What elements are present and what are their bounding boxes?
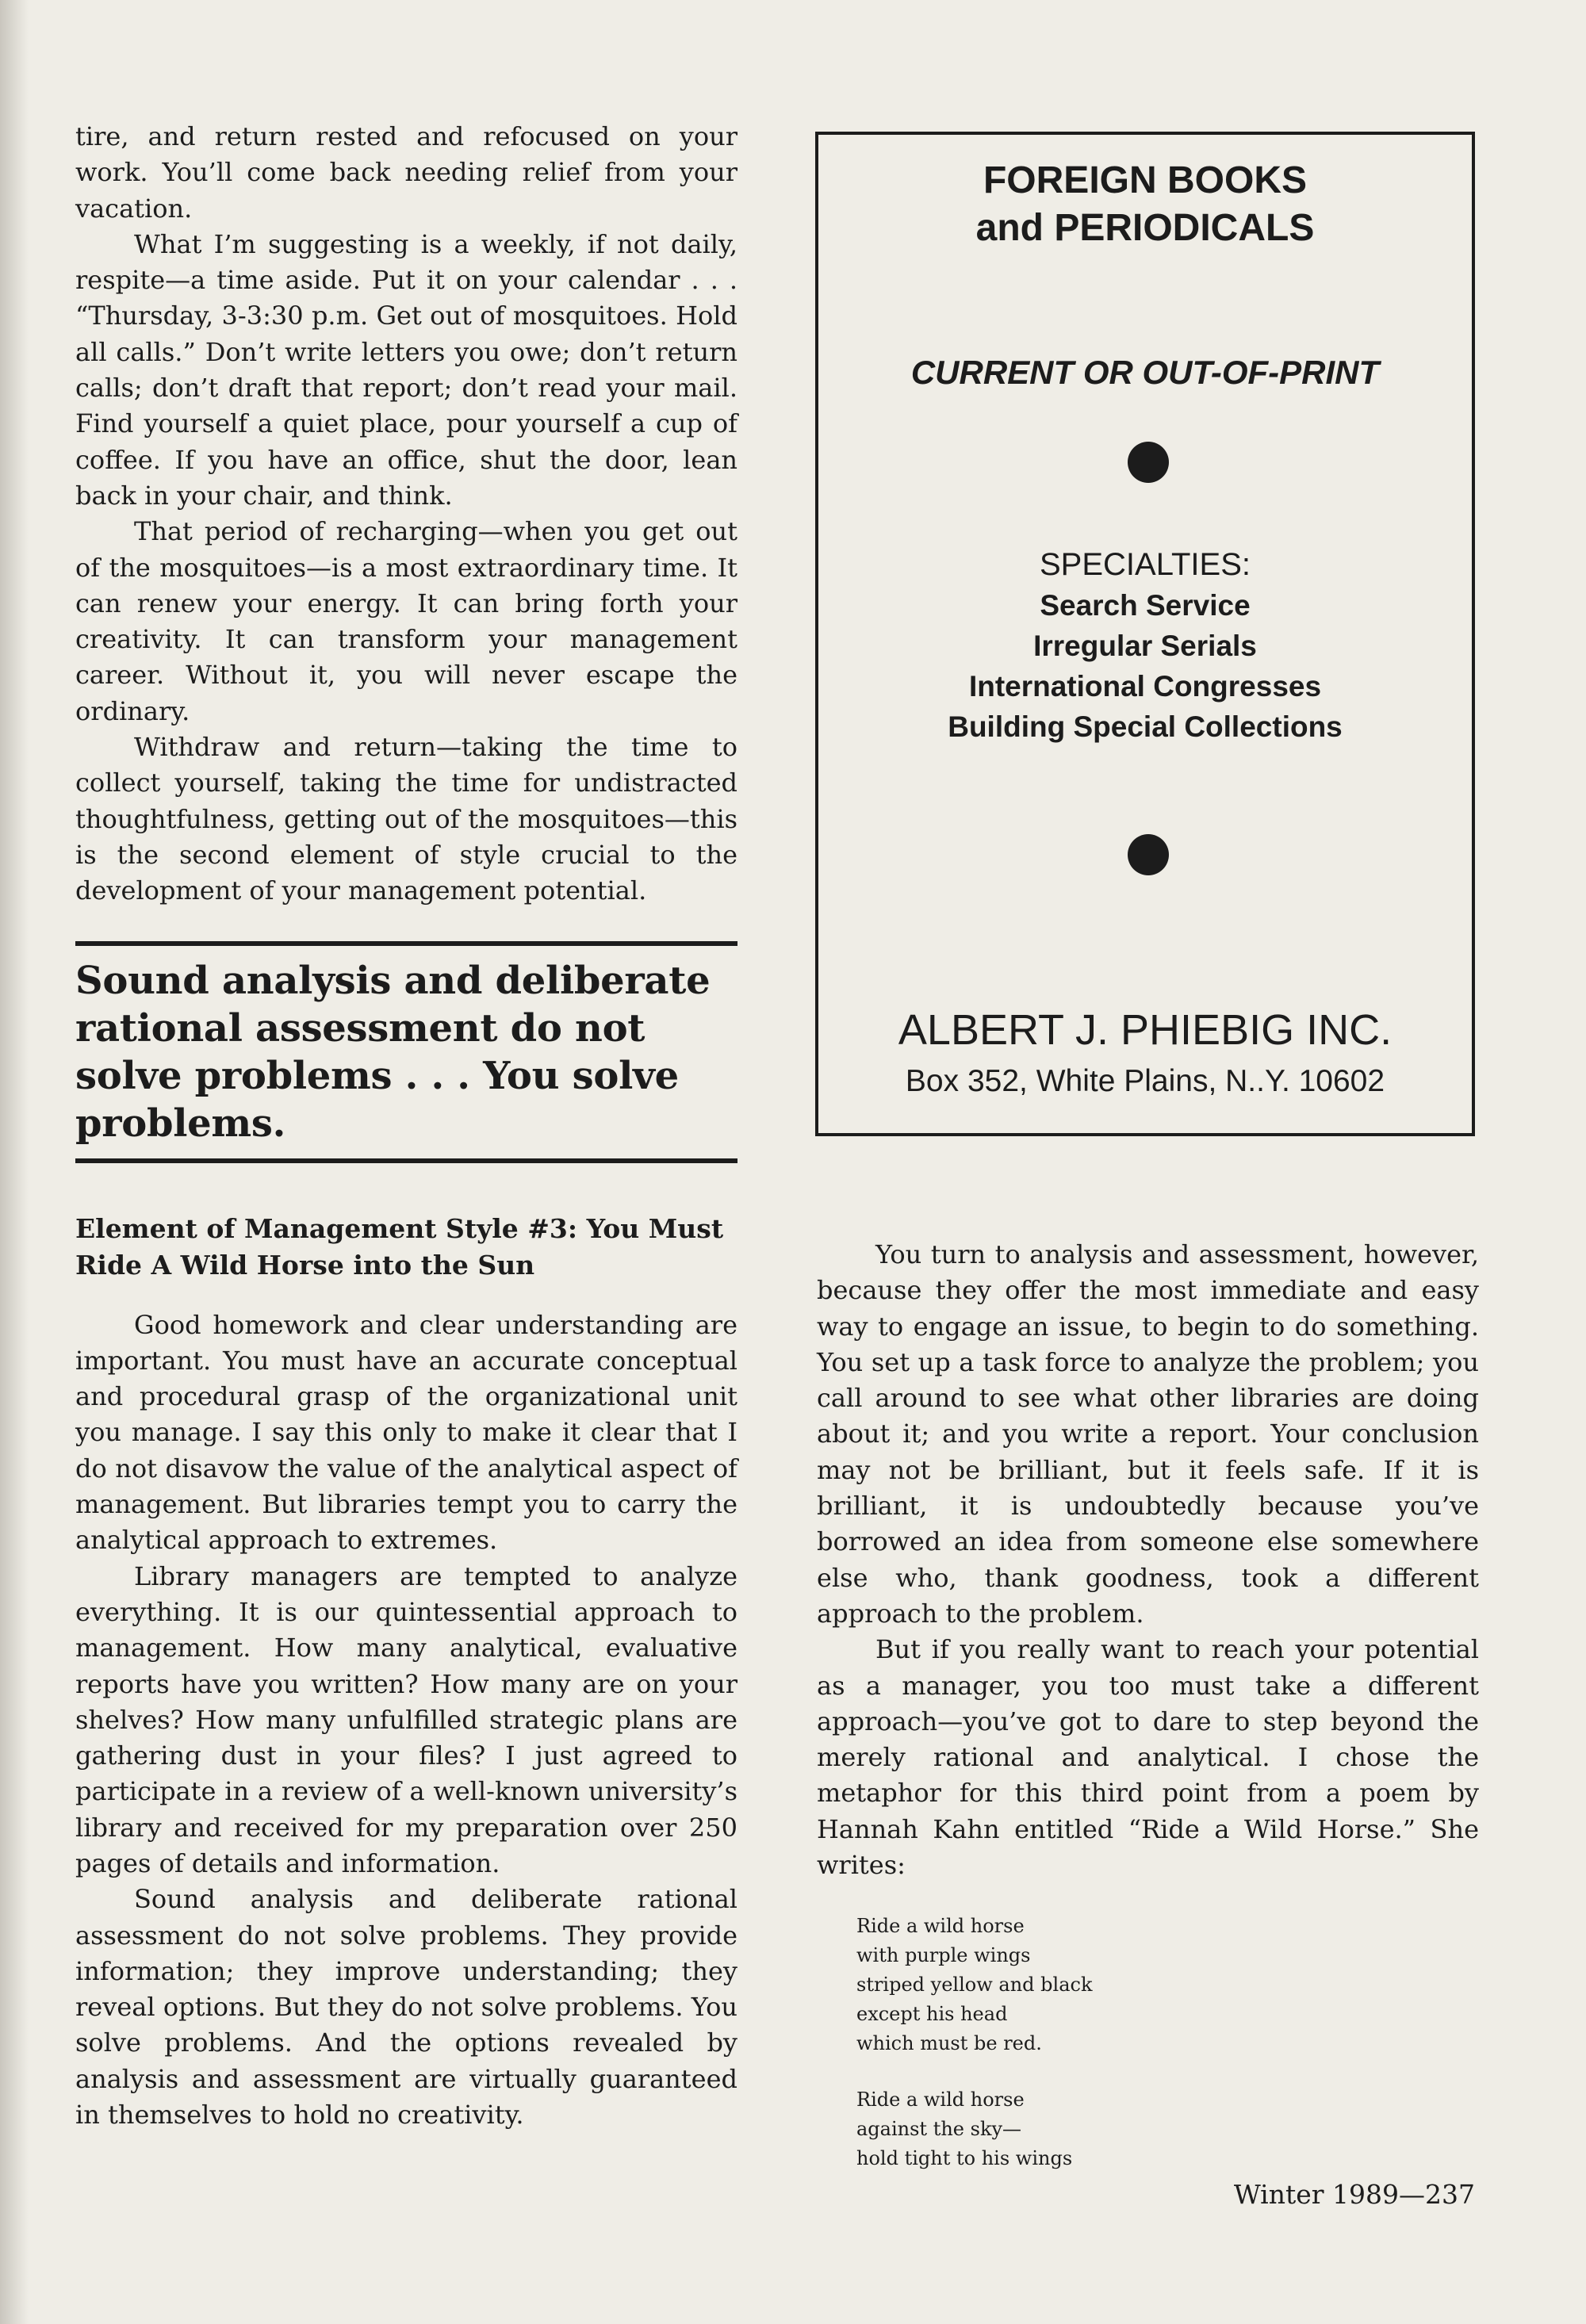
poem-line: Ride a wild horse: [856, 1915, 1025, 1938]
paragraph: Good homework and clear understanding are important. You must have an accurate conceptual and procedural grasp of the organizational unit you manage. I say this only to make it clear that I do not disavow the value of the analytical aspect of management. But libraries tempt you to carry the analytical approach to extremes.: [75, 1309, 737, 1556]
left-column: [75, 119, 737, 2133]
ad-specialties-label: SPECIALTIES:: [1039, 547, 1251, 582]
ad-title-line: and PERIODICALS: [975, 207, 1315, 249]
section-heading: Sound analysis and deliberate rational assessment do not solve problems . . . You solve problems.: [75, 958, 711, 1146]
specialty-item: International Congresses: [968, 670, 1322, 703]
specialty-item: Irregular Serials: [1033, 630, 1257, 662]
bullet-dot-icon: [1128, 834, 1169, 875]
advertisement-box: [815, 132, 1475, 1136]
section-rule-bottom: [75, 1158, 737, 1163]
ad-title-line: FOREIGN BOOKS: [983, 159, 1308, 201]
poem-stanza: [856, 2085, 1479, 2173]
specialty-item: Search Service: [1040, 589, 1251, 622]
paragraph: What I’m suggesting is a weekly, if not daily, respite—a time aside. Put it on your calendar . . . “Thursday, 3-3:30 p.m. Get out of mosquitoes. Hold all calls.” Don’t write letters you owe; don’t return calls; don’t draft that report; don’t read your mail. Find yourself a quiet place, pour yourself a cup of coffee. If you have an office, shut the door, lean back in your chair, and think.: [75, 228, 737, 511]
page-gutter-shadow: [0, 0, 29, 2324]
paragraph: That period of recharging—when you get out of the mosquitoes—is a most extraordinary time. It can renew your energy. It can bring forth your creativity. It can transform your management career. Without it, you will never escape the ordinary.: [75, 516, 737, 726]
specialty-item: Building Special Collections: [948, 710, 1343, 743]
page-folio: Winter 1989—237: [1233, 2179, 1475, 2210]
ad-address: Box 352, White Plains, N..Y. 10602: [905, 1064, 1385, 1098]
paragraph: Sound analysis and deliberate rational assessment do not solve problems. They provide information; they improve understanding; they reveal options. But they do not solve problems. You solve problems. And the options revealed by analysis and assessment are virtually guaranteed in themselves to hold no creativity.: [75, 1884, 737, 2131]
poem-line: except his head: [856, 2003, 1008, 2026]
poem-line: Ride a wild horse: [856, 2089, 1025, 2112]
bullet-dot-icon: [1128, 442, 1169, 483]
paragraph: You turn to analysis and assessment, however, because they offer the most immediate and easy way to engage an issue, to begin to do something. You set up a task force to analyze the problem; you call around to see what other libraries are doing about it; and you write a report. Your conclusion may not be brilliant, but it feels safe. If it is brilliant, it is undoubtedly because you’ve borrowed an idea from someone else somewhere else who, thank goodness, took a different approach to the problem.: [817, 1239, 1479, 1629]
paragraph: Withdraw and return—taking the time to collect yourself, taking the time for undistracted thoughtfulness, getting out of the mosquitoes—this is the second element of style crucial to the development of your management potential.: [75, 732, 737, 906]
poem-excerpt: [856, 1912, 1479, 2173]
section-rule-top: [75, 941, 737, 946]
poem-line: striped yellow and black: [856, 1974, 1093, 1997]
right-column: [817, 1237, 1479, 2200]
paragraph: tire, and return rested and refocused on your work. You’ll come back needing relief from your vacation.: [75, 121, 737, 224]
ad-title: [818, 157, 1472, 252]
poem-line: which must be red.: [856, 2032, 1042, 2055]
poem-line: against the sky—: [856, 2118, 1022, 2141]
poem-stanza: [856, 1912, 1479, 2058]
ad-subtitle: CURRENT OR OUT-OF-PRINT: [910, 354, 1380, 391]
ad-company-name: ALBERT J. PHIEBIG INC.: [898, 1006, 1393, 1054]
poem-line: with purple wings: [856, 1944, 1031, 1967]
ad-specialties-list: [818, 585, 1472, 747]
paragraph: Library managers are tempted to analyze everything. It is our quintessential approach to management. How many analytical, evaluative reports have you written? How many are on your shelves? How many unfulfilled strategic plans are gathering dust in your files? I just agreed to participate in a review of a well-known university’s library and received for my preparation over 250 pages of details and information.: [75, 1560, 737, 1878]
paragraph: But if you really want to reach your potential as a manager, you too must take a different approach—you’ve got to dare to step beyond the merely rational and analytical. I chose the metaphor for this third point from a poem by Hannah Kahn entitled “Ride a Wild Horse.” She writes:: [817, 1634, 1479, 1881]
poem-line: hold tight to his wings: [856, 2147, 1073, 2170]
subheading: Element of Management Style #3: You Must Ride A Wild Horse into the Sun: [75, 1212, 724, 1281]
